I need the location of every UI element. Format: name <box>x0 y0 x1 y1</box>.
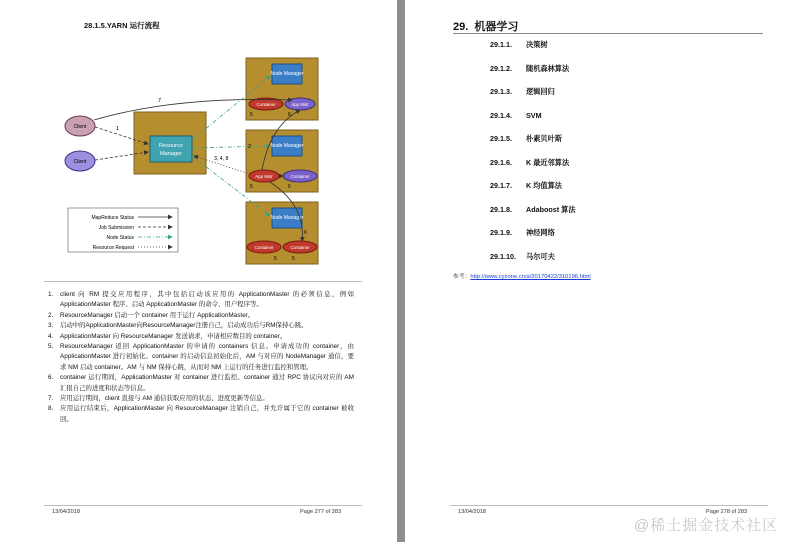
step-item: 3. 启动中的ApplicationMaster向ResourceManager注册自己，启动成功后与RM保持心跳。 <box>48 322 308 330</box>
resource-manager-box <box>150 136 192 162</box>
chapter-number: 29. <box>453 21 469 33</box>
client-1-label: Client <box>73 124 87 130</box>
container-b-label: Container <box>290 174 310 179</box>
client-2-label: Client <box>73 159 87 165</box>
toc-item[interactable]: 29.1.9. 神经网络 <box>490 228 555 237</box>
right-footer-date: 13/04/2018 <box>458 509 486 515</box>
step-6b-label: 6 <box>288 184 291 190</box>
chapter-title <box>453 18 518 34</box>
right-footer-rule <box>450 505 768 506</box>
legend-resource-label: Resource Request <box>92 245 134 251</box>
left-footer-date: 13/04/2018 <box>52 509 80 515</box>
left-rule <box>44 281 362 282</box>
toc-item[interactable]: 29.1.5. 朴素贝叶斯 <box>490 134 562 143</box>
step-item: 5. ResourceManager 返回 ApplicationMaster 的申请的 containers 信息。申请成功的 container，由 ApplicationMaster 进行初始化。container 的启动信息初始化后，AM 与对应的 NodeManager 通信，要求 NM 启动 container。AM 与 NM 保持心跳，从而对 NM 上运行的任务进行监控和管理。 <box>48 343 354 371</box>
container-d-label: Container <box>290 245 310 250</box>
node-manager-label-3: Node Manager <box>270 215 304 221</box>
left-footer-rule <box>44 505 362 506</box>
toc-item[interactable]: 29.1.8. Adaboost 算法 <box>490 204 576 214</box>
toc-item[interactable]: 29.1.10. 马尔可夫 <box>490 251 555 261</box>
step-item: 8. 应用运行结束后，ApplicationMaster 向 ResourceManager 注销自己，并允许属于它的 container 被收回。 <box>48 405 354 423</box>
toc-list <box>490 40 576 275</box>
left-footer-page: Page 277 of 283 <box>300 509 342 515</box>
legend-mapreduce-label: MapReduce Status <box>91 215 134 221</box>
step-5b-label: 5 <box>250 184 253 190</box>
reference-link[interactable]: http://www.cyzone.cn/a/20170422/310196.html <box>470 274 591 280</box>
step-5d-label: 5 <box>292 256 295 262</box>
yarn-flow-diagram <box>56 56 322 274</box>
toc-item[interactable]: 29.1.3. 逻辑回归 <box>490 87 555 96</box>
reference-label: 参考： <box>453 274 471 280</box>
legend-job-label: Job Submission <box>98 225 134 231</box>
step-item: 2. ResourceManager 启动一个 container 用于运行 ApplicationMaster。 <box>48 311 255 319</box>
container-a-label: Container <box>256 102 276 107</box>
step-item: 7. 应用运行期间，client 直接与 AM 通信获取应用的状态、进度更新等信息。 <box>48 395 269 403</box>
step-6c-label: 6 <box>304 230 307 236</box>
toc-item[interactable]: 29.1.1. 决策树 <box>490 40 548 49</box>
step-7-label: 7 <box>158 98 162 104</box>
toc-item[interactable]: 29.1.2. 随机森林算法 <box>490 63 570 73</box>
container-c-label: Container <box>254 245 274 250</box>
node-manager-label-1: Node Manager <box>270 71 304 77</box>
step-item: 6. container 运行期间，ApplicationMaster 对 container 进行监控。container 通过 RPC 协议向对应的 AM 汇报自己的进度和状态等信息。 <box>48 374 354 392</box>
step-5a-label: 5 <box>250 112 253 118</box>
chapter-rule <box>453 33 763 34</box>
step-1-label: 1 <box>116 126 120 132</box>
app-mstr-a-label: App Mstr <box>291 102 309 107</box>
node-manager-label-2: Node Manager <box>270 143 304 149</box>
step-2-label: 2 <box>248 144 252 150</box>
reference-line <box>453 271 591 280</box>
toc-item[interactable]: 29.1.6. K 最近邻算法 <box>490 157 570 167</box>
watermark-text: @稀土掘金技术社区 <box>634 517 779 534</box>
step-5c-label: 5 <box>274 256 277 262</box>
yarn-steps-list <box>48 290 354 425</box>
resource-manager-label-1: Resource <box>159 143 183 149</box>
legend-node-label: Node Status <box>106 235 134 241</box>
step-6a-label: 6 <box>288 112 291 118</box>
chapter-name: 机器学习 <box>474 21 519 33</box>
step-item: 4. ApplicationMaster 向 ResourceManager 发送请求，申请相应数目的 container。 <box>48 332 287 340</box>
step-348-label: 3, 4, 8 <box>214 156 229 162</box>
app-mstr-b-label: App Mstr <box>255 174 273 179</box>
section-title: 28.1.5.YARN 运行流程 <box>84 21 160 30</box>
toc-item[interactable]: 29.1.4. SVM <box>490 110 542 120</box>
right-footer-page: Page 278 of 283 <box>706 509 748 515</box>
step-item: 1. client 向 RM 提交应用程序，其中包括启动该应用的 ApplicationMaster 的必须信息，例如 ApplicationMaster 程序、启动 ApplicationMaster 的命令、用户程序等。 <box>48 291 354 309</box>
toc-item[interactable]: 29.1.7. K 均值算法 <box>490 181 562 190</box>
resource-manager-label-2: Manager <box>159 151 183 157</box>
